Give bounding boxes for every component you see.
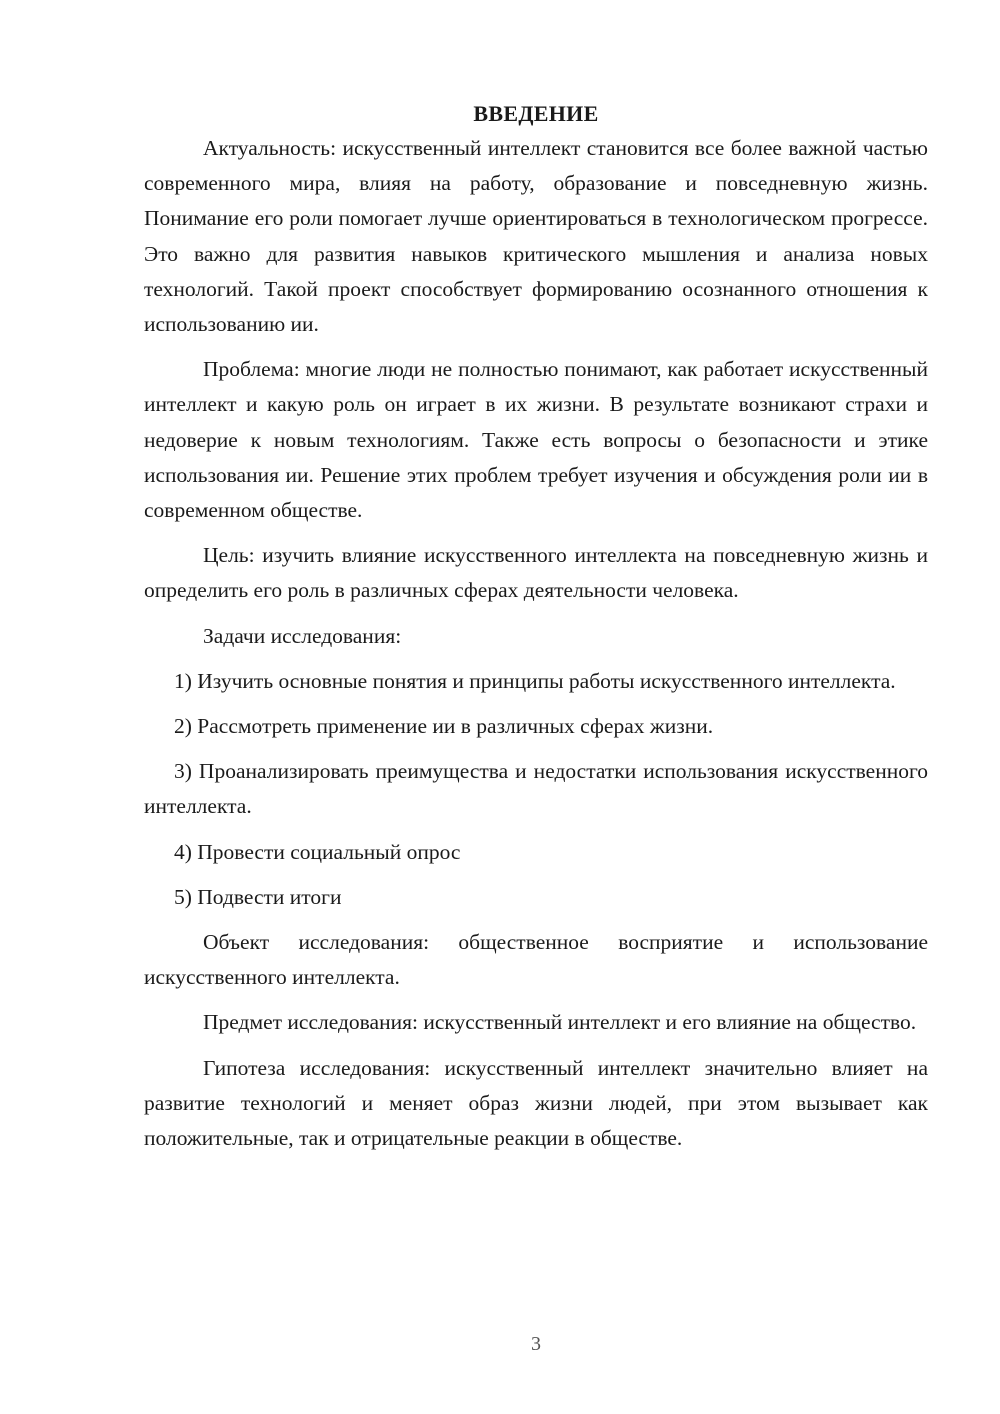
tasks-heading: Задачи исследования: [203, 623, 402, 648]
list-item: 3) Проанализировать преимущества и недостатки использования искусственного интеллекта. [144, 759, 928, 819]
paragraph-goal: Цель: изучить влияние искусственного интеллекта на повседневную жизнь и определить его роль в различных сферах деятельности человека. [144, 543, 928, 603]
list-item: 1) Изучить основные понятия и принципы работы искусственного интеллекта. [174, 668, 896, 693]
page-title: ВВЕДЕНИЕ [473, 101, 599, 126]
list-item: 2) Рассмотреть применение ии в различных сферах жизни. [174, 714, 714, 739]
list-item: 4) Провести социальный опрос [174, 839, 461, 864]
paragraph-relevance: Актуальность: искусственный интеллект становится все более важной частью современного мира, влияя на работу, образование и повседневную жизнь. Понимание его роли помогает лучше ориентироваться в технологическом прогрессе. Это важно для развития навыков критического мышления и анализа новых технологий. Такой проект способствует формированию осознанного отношения к использованию ии. [144, 136, 928, 337]
list-item: 5) Подвести итоги [174, 884, 342, 909]
document-body [144, 96, 928, 1156]
paragraph-object: Объект исследования: общественное восприятие и использование искусственного интеллекта. [144, 930, 928, 990]
page-number: 3 [531, 1333, 541, 1355]
tasks-list [144, 664, 928, 915]
paragraph-subject: Предмет исследования: искусственный интеллект и его влияние на общество. [203, 1010, 917, 1035]
paragraph-hypothesis: Гипотеза исследования: искусственный интеллект значительно влияет на развитие технологий и меняет образ жизни людей, при этом вызывает как положительные, так и отрицательные реакции в обществе. [144, 1055, 928, 1151]
paragraph-problem: Проблема: многие люди не полностью понимают, как работает искусственный интеллект и какую роль он играет в их жизни. В результате возникают страхи и недоверие к новым технологиям. Также есть вопросы о безопасности и этике использования ии. Решение этих проблем требует изучения и обсуждения роли ии в современном обществе. [144, 357, 928, 523]
